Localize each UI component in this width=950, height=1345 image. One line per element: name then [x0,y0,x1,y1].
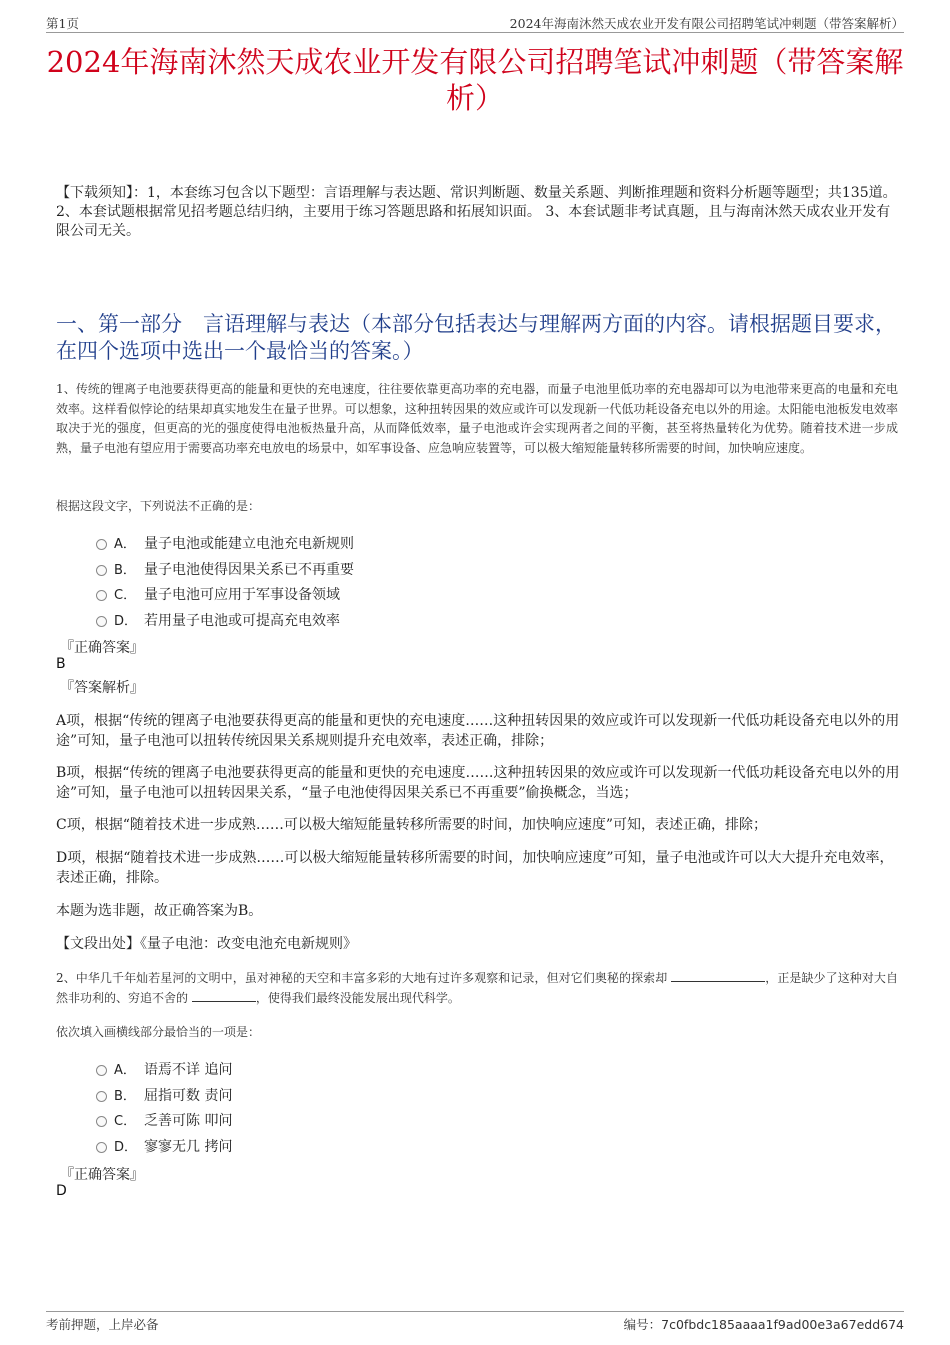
section-title: 一、第一部分 言语理解与表达（本部分包括表达与理解两方面的内容。请根据题目要求，在四个选项中选出一个最恰当的答案。） [56,312,896,363]
radio-icon[interactable] [96,1091,107,1102]
question-2-prompt: 依次填入画横线部分最恰当的一项是： [56,1025,261,1039]
analysis-c: C项，根据“随着技术进一步成熟……可以极大缩短能量转移所需要的时间，加快响应速度”可知，表述正确，排除； [56,817,768,833]
blank-1 [671,970,765,982]
page-footer [46,1311,904,1332]
option-letter: D． [114,1139,138,1155]
option-letter: D． [114,613,138,629]
footer-code [624,1315,904,1333]
option-letter: B． [114,1088,136,1104]
question-1-prompt: 根据这段文字，下列说法不正确的是： [56,499,261,513]
radio-icon[interactable] [96,616,107,627]
footer-slogan: 考前押题，上岸必备 [46,1317,159,1332]
option-text: 若用量子电池或可提高充电效率 [144,612,340,629]
correct-answer: D [56,1183,67,1199]
option-letter: C． [114,1114,137,1129]
radio-icon[interactable] [96,565,107,576]
option-text: 量子电池或能建立电池充电新规则 [144,536,354,552]
analysis-conclusion: 本题为选非题，故正确答案为B。 [56,903,263,919]
passage-part-1: 2、中华几千年灿若星河的文明中，虽对神秘的天空和丰富多彩的大地有过许多观察和记录，但对它们奥秘的探索却 [56,971,668,985]
analysis-label: 『答案解析』 [60,680,144,696]
download-notice: 【下载须知】：1，本套练习包含以下题型：言语理解与表达题、常识判断题、数量关系题、判断推理题和资料分析题等题型；共135道。 2、本套试题根据常见招考题总结归纳，主要用于练习答题思路和拓展知识面。 3、本套试题非考试真题，且与海南沐然天成农业开发有限公司无关。 [56,185,897,239]
header-doc-title: 2024年海南沐然天成农业开发有限公司招聘笔试冲刺题（带答案解析） [509,16,904,31]
page-number: 第1页 [46,16,79,31]
option-text: 语焉不详 追问 [144,1062,233,1078]
radio-icon[interactable] [96,539,107,550]
option-text: 量子电池使得因果关系已不再重要 [144,561,354,578]
code-value: 7c0fbdc185aaaa1f9ad00e3a67edd674 [661,1317,904,1332]
blank-2 [192,990,256,1002]
option-letter: C． [114,588,137,603]
option-text: 屈指可数 责问 [144,1087,233,1104]
code-label: 编号： [623,1317,662,1332]
radio-icon[interactable] [96,1065,107,1076]
analysis-source: 【文段出处】《量子电池：改变电池充电新规则》 [56,936,357,952]
question-2-passage [56,969,898,1008]
analysis-d: D项，根据“随着技术进一步成熟……可以极大缩短能量转移所需要的时间，加快响应速度”可知，量子电池或许可以大大提升充电效率，表述正确，排除。 [56,850,894,886]
option-letter: A． [114,1063,136,1078]
answer-label: 『正确答案』 [60,1167,144,1183]
answer-label: 『正确答案』 [60,640,144,656]
option-text: 乏善可陈 叩问 [144,1113,233,1129]
passage-part-3: ，使得我们最终没能发展出现代科学。 [255,990,460,1005]
option-letter: A． [114,537,136,552]
option-letter: B． [114,562,136,578]
radio-icon[interactable] [96,590,107,601]
passage-part-2: ，正是缺少了这种对大自然非功利的、穷追不舍的 [56,971,898,1005]
question-1-passage: 1、传统的锂离子电池要获得更高的能量和更快的充电速度，往往要依靠更高功率的充电器，而量子电池里低功率的充电器却可以为电池带来更高的电量和充电效率。这样看似悖论的结果却真实地发生在量子世界。可以想象，这种扭转因果的效应或许可以发现新一代低功耗设备充电以外的用途。太阳能电池板发电效率取决于光的强度，但更高的光的强度使得电池板热量升高，从而降低效率，量子电池或许会实现两者之间的平衡，甚至将热量转化为优势。随着技术进一步成熟，量子电池有望应用于需要高功率充电放电的场景中，如军事设备、应急响应装置等，可以极大缩短能量转移所需要的时间，加快响应速度。 [56,382,898,455]
option-text: 寥寥无几 拷问 [144,1138,233,1155]
correct-answer: B [56,656,66,672]
radio-icon[interactable] [96,1142,107,1153]
analysis-a: A项，根据“传统的锂离子电池要获得更高的能量和更快的充电速度……这种扭转因果的效应或许可以发现新一代低功耗设备充电以外的用途”可知，量子电池可以扭转传统因果关系规则提升充电效率，表述正确，排除； [56,713,900,749]
analysis-b: B项，根据“传统的锂离子电池要获得更高的能量和更快的充电速度……这种扭转因果的效应或许可以发现新一代低功耗设备充电以外的用途”可知，量子电池可以扭转因果关系，“量子电池使得因果关系已不再重要”偷换概念，当选； [56,765,900,801]
option-text: 量子电池可应用于军事设备领域 [144,587,340,603]
page-header [46,14,904,33]
document-title: 2024年海南沐然天成农业开发有限公司招聘笔试冲刺题（带答案解析） [46,45,904,115]
radio-icon[interactable] [96,1116,107,1127]
